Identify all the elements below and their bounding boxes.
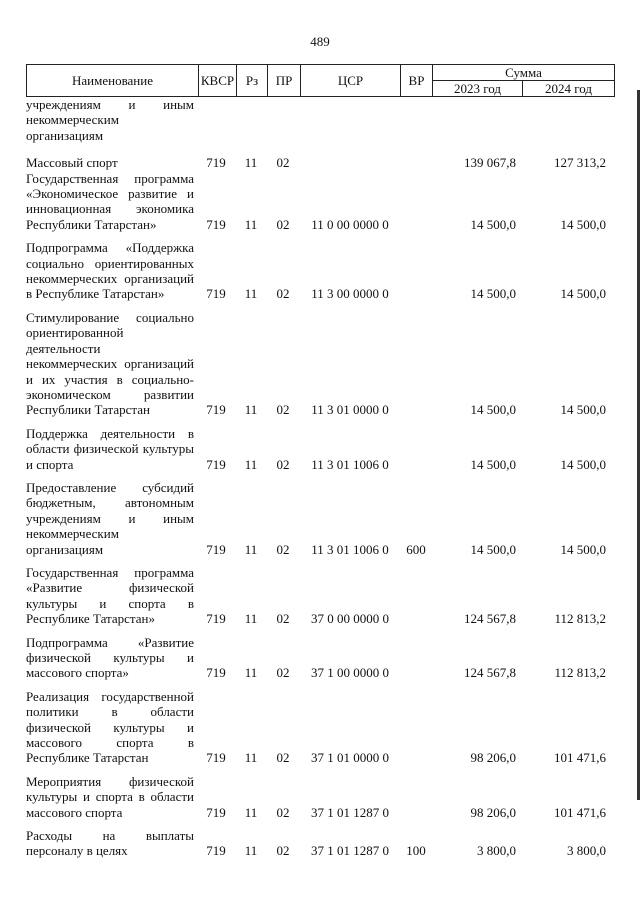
row-rz: 11 [244, 541, 258, 557]
row-s2024: 14 500,0 [560, 541, 606, 557]
row-rz: 11 [244, 804, 258, 820]
row-s2023: 3 800,0 [477, 843, 516, 859]
table-header [26, 64, 615, 97]
row-s2023: 124 567,8 [464, 665, 516, 681]
row-kvsr: 719 [206, 155, 226, 171]
row-name: Реализация государственной политики в области физической культуры и массового спорта в Республике Татарстан [26, 688, 194, 766]
row-pr: 02 [276, 402, 290, 418]
row-pr: 02 [276, 750, 290, 766]
row-kvsr: 719 [206, 804, 226, 820]
row-rz: 11 [244, 456, 258, 472]
row-name: Подпрограмма «Поддержка социально ориентированных некоммерческих организаций в Республике Татарстан» [26, 240, 194, 302]
row-rz: 11 [244, 843, 258, 859]
row-csr: 11 3 00 0000 0 [311, 286, 389, 302]
row-csr: 11 0 00 0000 0 [311, 216, 389, 232]
header-csr: ЦСР [301, 65, 401, 97]
row-pr: 02 [276, 216, 290, 232]
row-s2024: 14 500,0 [560, 402, 606, 418]
page-number: 489 [310, 34, 330, 49]
table-row [26, 171, 614, 233]
table-row [26, 828, 614, 859]
budget-table-body [26, 97, 614, 867]
table-row [26, 689, 614, 766]
header-name: Наименование [27, 65, 199, 97]
row-s2024: 101 471,6 [554, 750, 606, 766]
row-kvsr: 719 [206, 216, 226, 232]
row-rz: 11 [244, 402, 258, 418]
row-csr: 37 1 00 0000 0 [311, 665, 389, 681]
row-pr: 02 [276, 843, 290, 859]
row-pr: 02 [276, 804, 290, 820]
row-rz: 11 [244, 750, 258, 766]
row-kvsr: 719 [206, 611, 226, 627]
header-sum: Сумма [433, 65, 615, 81]
row-name: Стимулирование социально ориентированной деятельности некоммерческих организаций и их участия в социально-экономическом развитии Республики Татарстан [26, 309, 194, 418]
header-year-2023: 2023 год [433, 81, 523, 97]
header-rz: Рз [237, 65, 268, 97]
row-kvsr: 719 [206, 843, 226, 859]
row-name: учреждениям и иным некоммерческим организациям [26, 97, 194, 143]
row-csr: 11 3 01 1006 0 [311, 541, 389, 557]
row-s2024: 127 313,2 [554, 155, 606, 171]
row-pr: 02 [276, 155, 290, 171]
row-s2023: 14 500,0 [470, 456, 516, 472]
row-s2023: 124 567,8 [464, 611, 516, 627]
row-s2023: 14 500,0 [470, 402, 516, 418]
row-pr: 02 [276, 611, 290, 627]
header-year-2024: 2024 год [523, 81, 615, 97]
row-s2024: 14 500,0 [560, 286, 606, 302]
row-s2023: 98 206,0 [470, 750, 516, 766]
row-kvsr: 719 [206, 286, 226, 302]
row-s2023: 14 500,0 [470, 541, 516, 557]
row-name: Подпрограмма «Развитие физической культуры и массового спорта» [26, 634, 194, 681]
row-kvsr: 719 [206, 750, 226, 766]
row-vr: 600 [406, 541, 426, 557]
table-row [26, 480, 614, 557]
row-name: Государственная программа «Экономическое развитие и инновационная экономика Республики Татарстан» [26, 170, 194, 232]
table-row [26, 426, 614, 472]
row-name: Мероприятия физической культуры и спорта в области массового спорта [26, 773, 194, 820]
row-s2023: 14 500,0 [470, 286, 516, 302]
header-vr: ВР [401, 65, 433, 97]
row-s2023: 98 206,0 [470, 804, 516, 820]
table-row [26, 240, 614, 302]
row-csr: 11 3 01 0000 0 [311, 402, 389, 418]
row-kvsr: 719 [206, 665, 226, 681]
row-kvsr: 719 [206, 541, 226, 557]
row-s2023: 14 500,0 [470, 216, 516, 232]
row-vr: 100 [406, 843, 426, 859]
row-s2024: 14 500,0 [560, 456, 606, 472]
header-kvsr: КВСР [199, 65, 237, 97]
row-rz: 11 [244, 611, 258, 627]
row-csr: 37 1 01 1287 0 [311, 804, 389, 820]
row-s2024: 112 813,2 [554, 665, 606, 681]
row-s2023: 139 067,8 [464, 155, 516, 171]
row-name: Государственная программа «Развитие физической культуры и спорта в Республике Татарстан» [26, 564, 194, 627]
row-name: Расходы на выплаты персоналу в целях [26, 828, 194, 859]
row-kvsr: 719 [206, 402, 226, 418]
table-row [26, 310, 614, 418]
row-pr: 02 [276, 456, 290, 472]
row-s2024: 101 471,6 [554, 804, 606, 820]
row-kvsr: 719 [206, 456, 226, 472]
row-csr: 37 0 00 0000 0 [311, 611, 389, 627]
row-rz: 11 [244, 216, 258, 232]
row-pr: 02 [276, 286, 290, 302]
table-row [26, 635, 614, 681]
row-rz: 11 [244, 155, 258, 171]
row-csr: 11 3 01 1006 0 [311, 456, 389, 472]
row-s2024: 112 813,2 [554, 611, 606, 627]
row-s2024: 3 800,0 [567, 843, 606, 859]
table-row [26, 774, 614, 820]
header-pr: ПР [268, 65, 301, 97]
row-name: Предоставление субсидий бюджетным, автономным учреждениям и иным некоммерческим организациям [26, 479, 194, 557]
row-csr: 37 1 01 1287 0 [311, 843, 389, 859]
row-name: Массовый спорт [26, 155, 118, 171]
row-rz: 11 [244, 665, 258, 681]
table-row [26, 565, 614, 627]
row-s2024: 14 500,0 [560, 216, 606, 232]
table-row [26, 155, 614, 170]
row-pr: 02 [276, 541, 290, 557]
row-rz: 11 [244, 286, 258, 302]
row-pr: 02 [276, 665, 290, 681]
row-csr: 37 1 01 0000 0 [311, 750, 389, 766]
table-row [26, 97, 614, 143]
row-name: Поддержка деятельности в области физической культуры и спорта [26, 425, 194, 472]
